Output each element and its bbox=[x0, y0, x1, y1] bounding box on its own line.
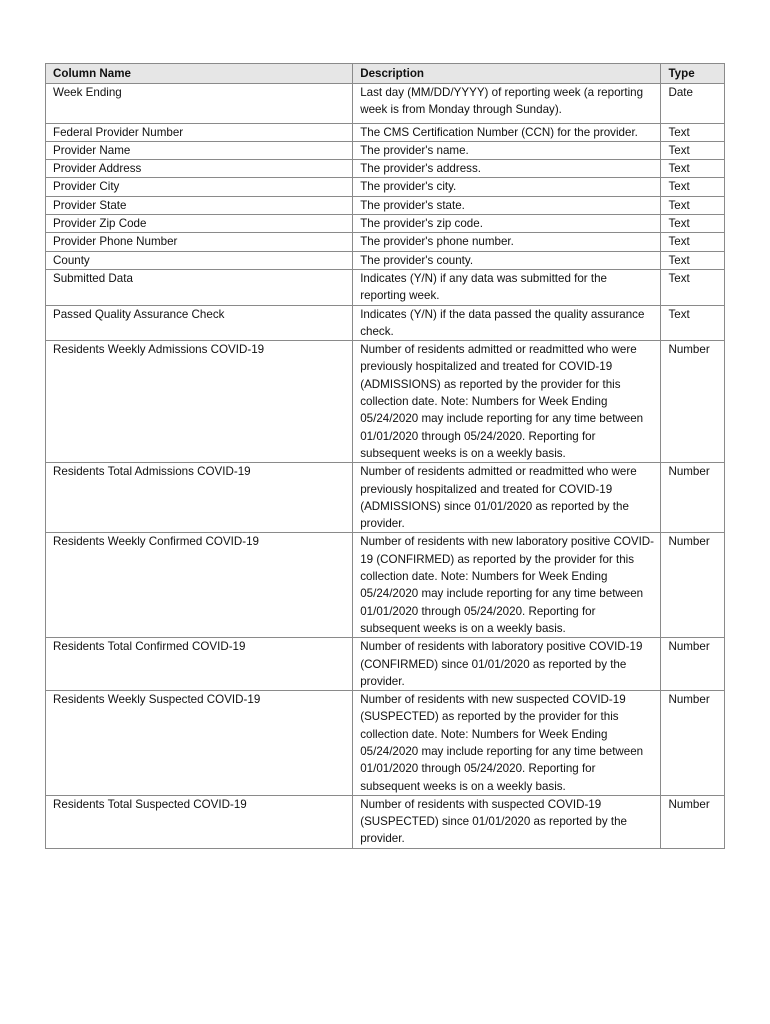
table-row bbox=[46, 341, 725, 463]
cell-description: Last day (MM/DD/YYYY) of reporting week (a reporting week is from Monday through Sunday). bbox=[353, 84, 661, 124]
cell-description: The provider's county. bbox=[353, 251, 661, 269]
table-row bbox=[46, 463, 725, 533]
cell-column-name: Provider Zip Code bbox=[46, 215, 353, 233]
cell-type: Text bbox=[661, 196, 725, 214]
cell-description: Number of residents with suspected COVID-19 (SUSPECTED) since 01/01/2020 as reported by the provider. bbox=[353, 795, 661, 848]
cell-description: The provider's phone number. bbox=[353, 233, 661, 251]
cell-column-name: Provider Phone Number bbox=[46, 233, 353, 251]
cell-column-name: Submitted Data bbox=[46, 269, 353, 305]
cell-column-name: County bbox=[46, 251, 353, 269]
table-row bbox=[46, 123, 725, 141]
cell-description: Indicates (Y/N) if any data was submitted for the reporting week. bbox=[353, 269, 661, 305]
cell-type: Date bbox=[661, 84, 725, 124]
cell-type: Number bbox=[661, 638, 725, 691]
cell-type: Text bbox=[661, 123, 725, 141]
cell-type: Text bbox=[661, 269, 725, 305]
table-row bbox=[46, 269, 725, 305]
table-row bbox=[46, 160, 725, 178]
cell-type: Number bbox=[661, 795, 725, 848]
cell-description: The provider's city. bbox=[353, 178, 661, 196]
table-row bbox=[46, 141, 725, 159]
cell-description: The provider's address. bbox=[353, 160, 661, 178]
cell-description: Number of residents with new laboratory positive COVID-19 (CONFIRMED) as reported by the provider for this collection date. Note: Numbers for Week Ending 05/24/2020 may include reporting for any time between 01/01/2020 through 05/24/2020. Reporting for subsequent weeks is on a weekly basis. bbox=[353, 533, 661, 638]
cell-description: Number of residents with new suspected COVID-19 (SUSPECTED) as reported by the provider for this collection date. Note: Numbers for Week Ending 05/24/2020 may include reporting for any time between 01/01/2020 through 05/24/2020. Reporting for subsequent weeks is on a weekly basis. bbox=[353, 691, 661, 796]
table-row bbox=[46, 691, 725, 796]
cell-column-name: Week Ending bbox=[46, 84, 353, 124]
cell-type: Text bbox=[661, 160, 725, 178]
table-row bbox=[46, 251, 725, 269]
cell-column-name: Passed Quality Assurance Check bbox=[46, 305, 353, 341]
cell-type: Text bbox=[661, 233, 725, 251]
header-column-name: Column Name bbox=[46, 64, 353, 84]
cell-type: Number bbox=[661, 341, 725, 463]
cell-column-name: Residents Total Confirmed COVID-19 bbox=[46, 638, 353, 691]
cell-type: Number bbox=[661, 691, 725, 796]
cell-column-name: Residents Weekly Confirmed COVID-19 bbox=[46, 533, 353, 638]
cell-type: Text bbox=[661, 141, 725, 159]
cell-type: Number bbox=[661, 533, 725, 638]
cell-type: Text bbox=[661, 215, 725, 233]
table-header-row bbox=[46, 64, 725, 84]
cell-description: Indicates (Y/N) if the data passed the quality assurance check. bbox=[353, 305, 661, 341]
cell-description: The CMS Certification Number (CCN) for the provider. bbox=[353, 123, 661, 141]
cell-column-name: Residents Total Admissions COVID-19 bbox=[46, 463, 353, 533]
table-row bbox=[46, 795, 725, 848]
cell-column-name: Provider City bbox=[46, 178, 353, 196]
table-row bbox=[46, 233, 725, 251]
table-row bbox=[46, 196, 725, 214]
table-row bbox=[46, 638, 725, 691]
cell-column-name: Provider State bbox=[46, 196, 353, 214]
cell-description: The provider's state. bbox=[353, 196, 661, 214]
table-row bbox=[46, 533, 725, 638]
cell-column-name: Residents Weekly Admissions COVID-19 bbox=[46, 341, 353, 463]
data-dictionary-table bbox=[45, 63, 725, 849]
table-row bbox=[46, 305, 725, 341]
cell-description: Number of residents with laboratory positive COVID-19 (CONFIRMED) since 01/01/2020 as reported by the provider. bbox=[353, 638, 661, 691]
cell-description: Number of residents admitted or readmitted who were previously hospitalized and treated for COVID-19 (ADMISSIONS) since 01/01/2020 as reported by the provider. bbox=[353, 463, 661, 533]
cell-column-name: Federal Provider Number bbox=[46, 123, 353, 141]
cell-column-name: Provider Address bbox=[46, 160, 353, 178]
cell-type: Number bbox=[661, 463, 725, 533]
cell-column-name: Provider Name bbox=[46, 141, 353, 159]
cell-type: Text bbox=[661, 305, 725, 341]
cell-column-name: Residents Total Suspected COVID-19 bbox=[46, 795, 353, 848]
cell-description: The provider's name. bbox=[353, 141, 661, 159]
header-type: Type bbox=[661, 64, 725, 84]
table-row bbox=[46, 178, 725, 196]
cell-description: Number of residents admitted or readmitted who were previously hospitalized and treated for COVID-19 (ADMISSIONS) as reported by the provider for this collection date. Note: Numbers for Week Ending 05/24/2020 may include reporting for any time between 01/01/2020 through 05/24/2020. Reporting for subsequent weeks is on a weekly basis. bbox=[353, 341, 661, 463]
cell-column-name: Residents Weekly Suspected COVID-19 bbox=[46, 691, 353, 796]
cell-type: Text bbox=[661, 251, 725, 269]
header-description: Description bbox=[353, 64, 661, 84]
table-row bbox=[46, 215, 725, 233]
cell-type: Text bbox=[661, 178, 725, 196]
table-row bbox=[46, 84, 725, 124]
cell-description: The provider's zip code. bbox=[353, 215, 661, 233]
